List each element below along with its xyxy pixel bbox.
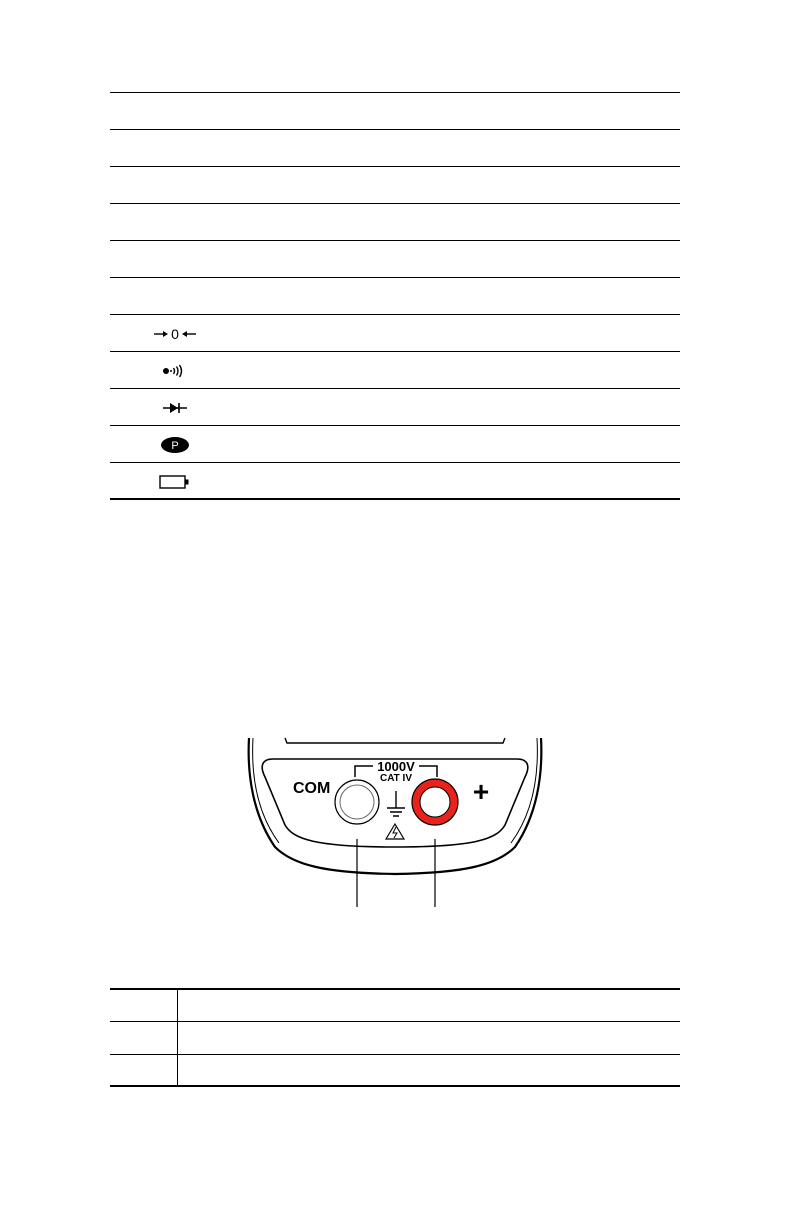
- terminal-table: [110, 988, 680, 1087]
- relative-zero-symbol: 0: [171, 325, 179, 342]
- input-terminals-figure: [235, 735, 555, 910]
- com-jack: [335, 780, 379, 824]
- terminal-row: [110, 1021, 680, 1054]
- terminal-row: [110, 988, 680, 1021]
- symbol-row: [110, 129, 680, 166]
- symbol-row-relative: [110, 314, 680, 351]
- symbol-row: [110, 166, 680, 203]
- low-battery-icon: [150, 463, 200, 500]
- category-rating-label: CAT IV: [379, 773, 413, 784]
- symbol-row-continuity: [110, 351, 680, 388]
- relative-zero-icon: [150, 315, 200, 352]
- symbol-table: [110, 92, 680, 500]
- hazard-warning-icon: [386, 824, 404, 839]
- symbol-row: [110, 203, 680, 240]
- com-label: COM: [293, 780, 331, 797]
- ground-icon: [387, 791, 405, 816]
- voltage-rating-label: 1000V: [377, 759, 415, 774]
- symbol-row: [110, 92, 680, 129]
- peak-hold-icon: [150, 426, 200, 463]
- diode-icon: [150, 389, 200, 426]
- peak-hold-symbol: P: [171, 439, 179, 452]
- symbol-row: [110, 240, 680, 277]
- symbol-row-peak: [110, 425, 680, 462]
- positive-jack: [412, 779, 458, 825]
- continuity-beeper-icon: [150, 352, 200, 389]
- terminal-row: [110, 1054, 680, 1087]
- symbol-row-battery: [110, 462, 680, 500]
- symbol-row-diode: [110, 388, 680, 425]
- plus-label: +: [472, 776, 490, 807]
- symbol-row: [110, 277, 680, 314]
